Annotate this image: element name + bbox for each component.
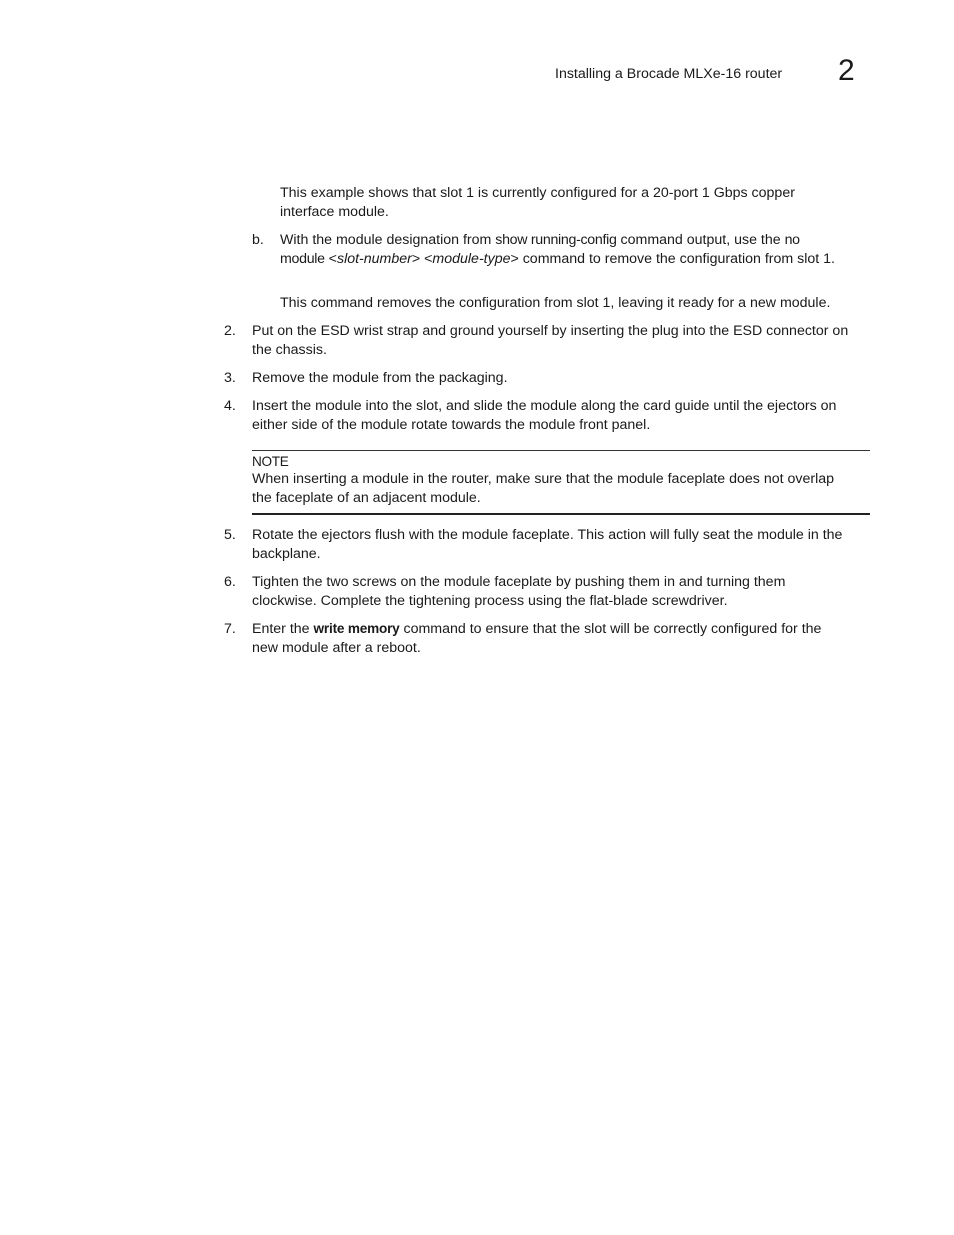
note-label: NOTE: [252, 454, 289, 469]
step-2-line-1: Put on the ESD wrist strap and ground yourself by inserting the plug into the ESD connector on: [252, 323, 849, 339]
intro-line-1: This example shows that slot 1 is currently configured for a 20-port 1 Gbps copper: [280, 185, 795, 201]
step-7-line-2: new module after a reboot.: [252, 639, 421, 656]
step-7-marker: 7.: [224, 621, 236, 637]
step-2-marker: 2.: [224, 323, 236, 339]
substep-b-sep-2: > <: [411, 250, 433, 267]
show-running-config-command: show running-config: [495, 232, 617, 248]
intro-line-2: interface module.: [280, 203, 389, 220]
substep-b-line-2: [280, 250, 880, 269]
substep-b-text-mid: command output, use the: [616, 232, 785, 248]
step-7-line-1: [252, 620, 882, 639]
no-command: no: [784, 232, 800, 248]
module-type-arg: module-type: [432, 250, 511, 267]
step-7-text-post: command to ensure that the slot will be correctly configured for the: [399, 621, 822, 637]
step-3-line-1: Remove the module from the packaging.: [252, 370, 508, 386]
note-line-2: the faceplate of an adjacent module.: [252, 489, 481, 506]
running-header-title: Installing a Brocade MLXe-16 router: [555, 66, 783, 82]
module-command: module: [280, 250, 325, 267]
substep-b-text-pre: With the module designation from: [280, 232, 496, 248]
step-4-line-2: either side of the module rotate towards the module front panel.: [252, 416, 651, 433]
intro-paragraph: [280, 184, 880, 221]
step-2-line-2: the chassis.: [252, 341, 327, 358]
chapter-number: 2: [838, 54, 855, 87]
step-5-line-2: backplane.: [252, 545, 321, 562]
step-6-marker: 6.: [224, 574, 236, 590]
note-line-1: When inserting a module in the router, make sure that the module faceplate does not overlap: [252, 471, 835, 487]
step-6-line-1: Tighten the two screws on the module faceplate by pushing them in and turning them: [252, 574, 786, 590]
step-7-text-pre: Enter the: [252, 621, 314, 637]
note-text: [252, 470, 872, 507]
slot-number-arg: slot-number: [336, 250, 412, 267]
step-3-marker: 3.: [224, 370, 236, 386]
step-5-line-1: Rotate the ejectors flush with the module faceplate. This action will fully seat the module in the: [252, 527, 843, 543]
note-top-rule: [252, 450, 870, 451]
substep-b-text-post: > command to remove the configuration from slot 1.: [510, 250, 835, 267]
step-4-line-1: Insert the module into the slot, and slide the module along the card guide until the ejectors on: [252, 398, 837, 414]
substep-b-line-1: [280, 231, 880, 250]
step-5-marker: 5.: [224, 527, 236, 543]
step-6-line-2: clockwise. Complete the tightening process using the flat-blade screwdriver.: [252, 592, 728, 609]
note-bottom-rule: [252, 513, 870, 515]
substep-b-marker: b.: [252, 232, 264, 248]
after-substep-b-paragraph: This command removes the configuration from slot 1, leaving it ready for a new module.: [280, 295, 831, 311]
step-4-marker: 4.: [224, 398, 236, 414]
substep-b-sep-1: <: [324, 250, 337, 267]
write-memory-command: write memory: [313, 621, 400, 636]
